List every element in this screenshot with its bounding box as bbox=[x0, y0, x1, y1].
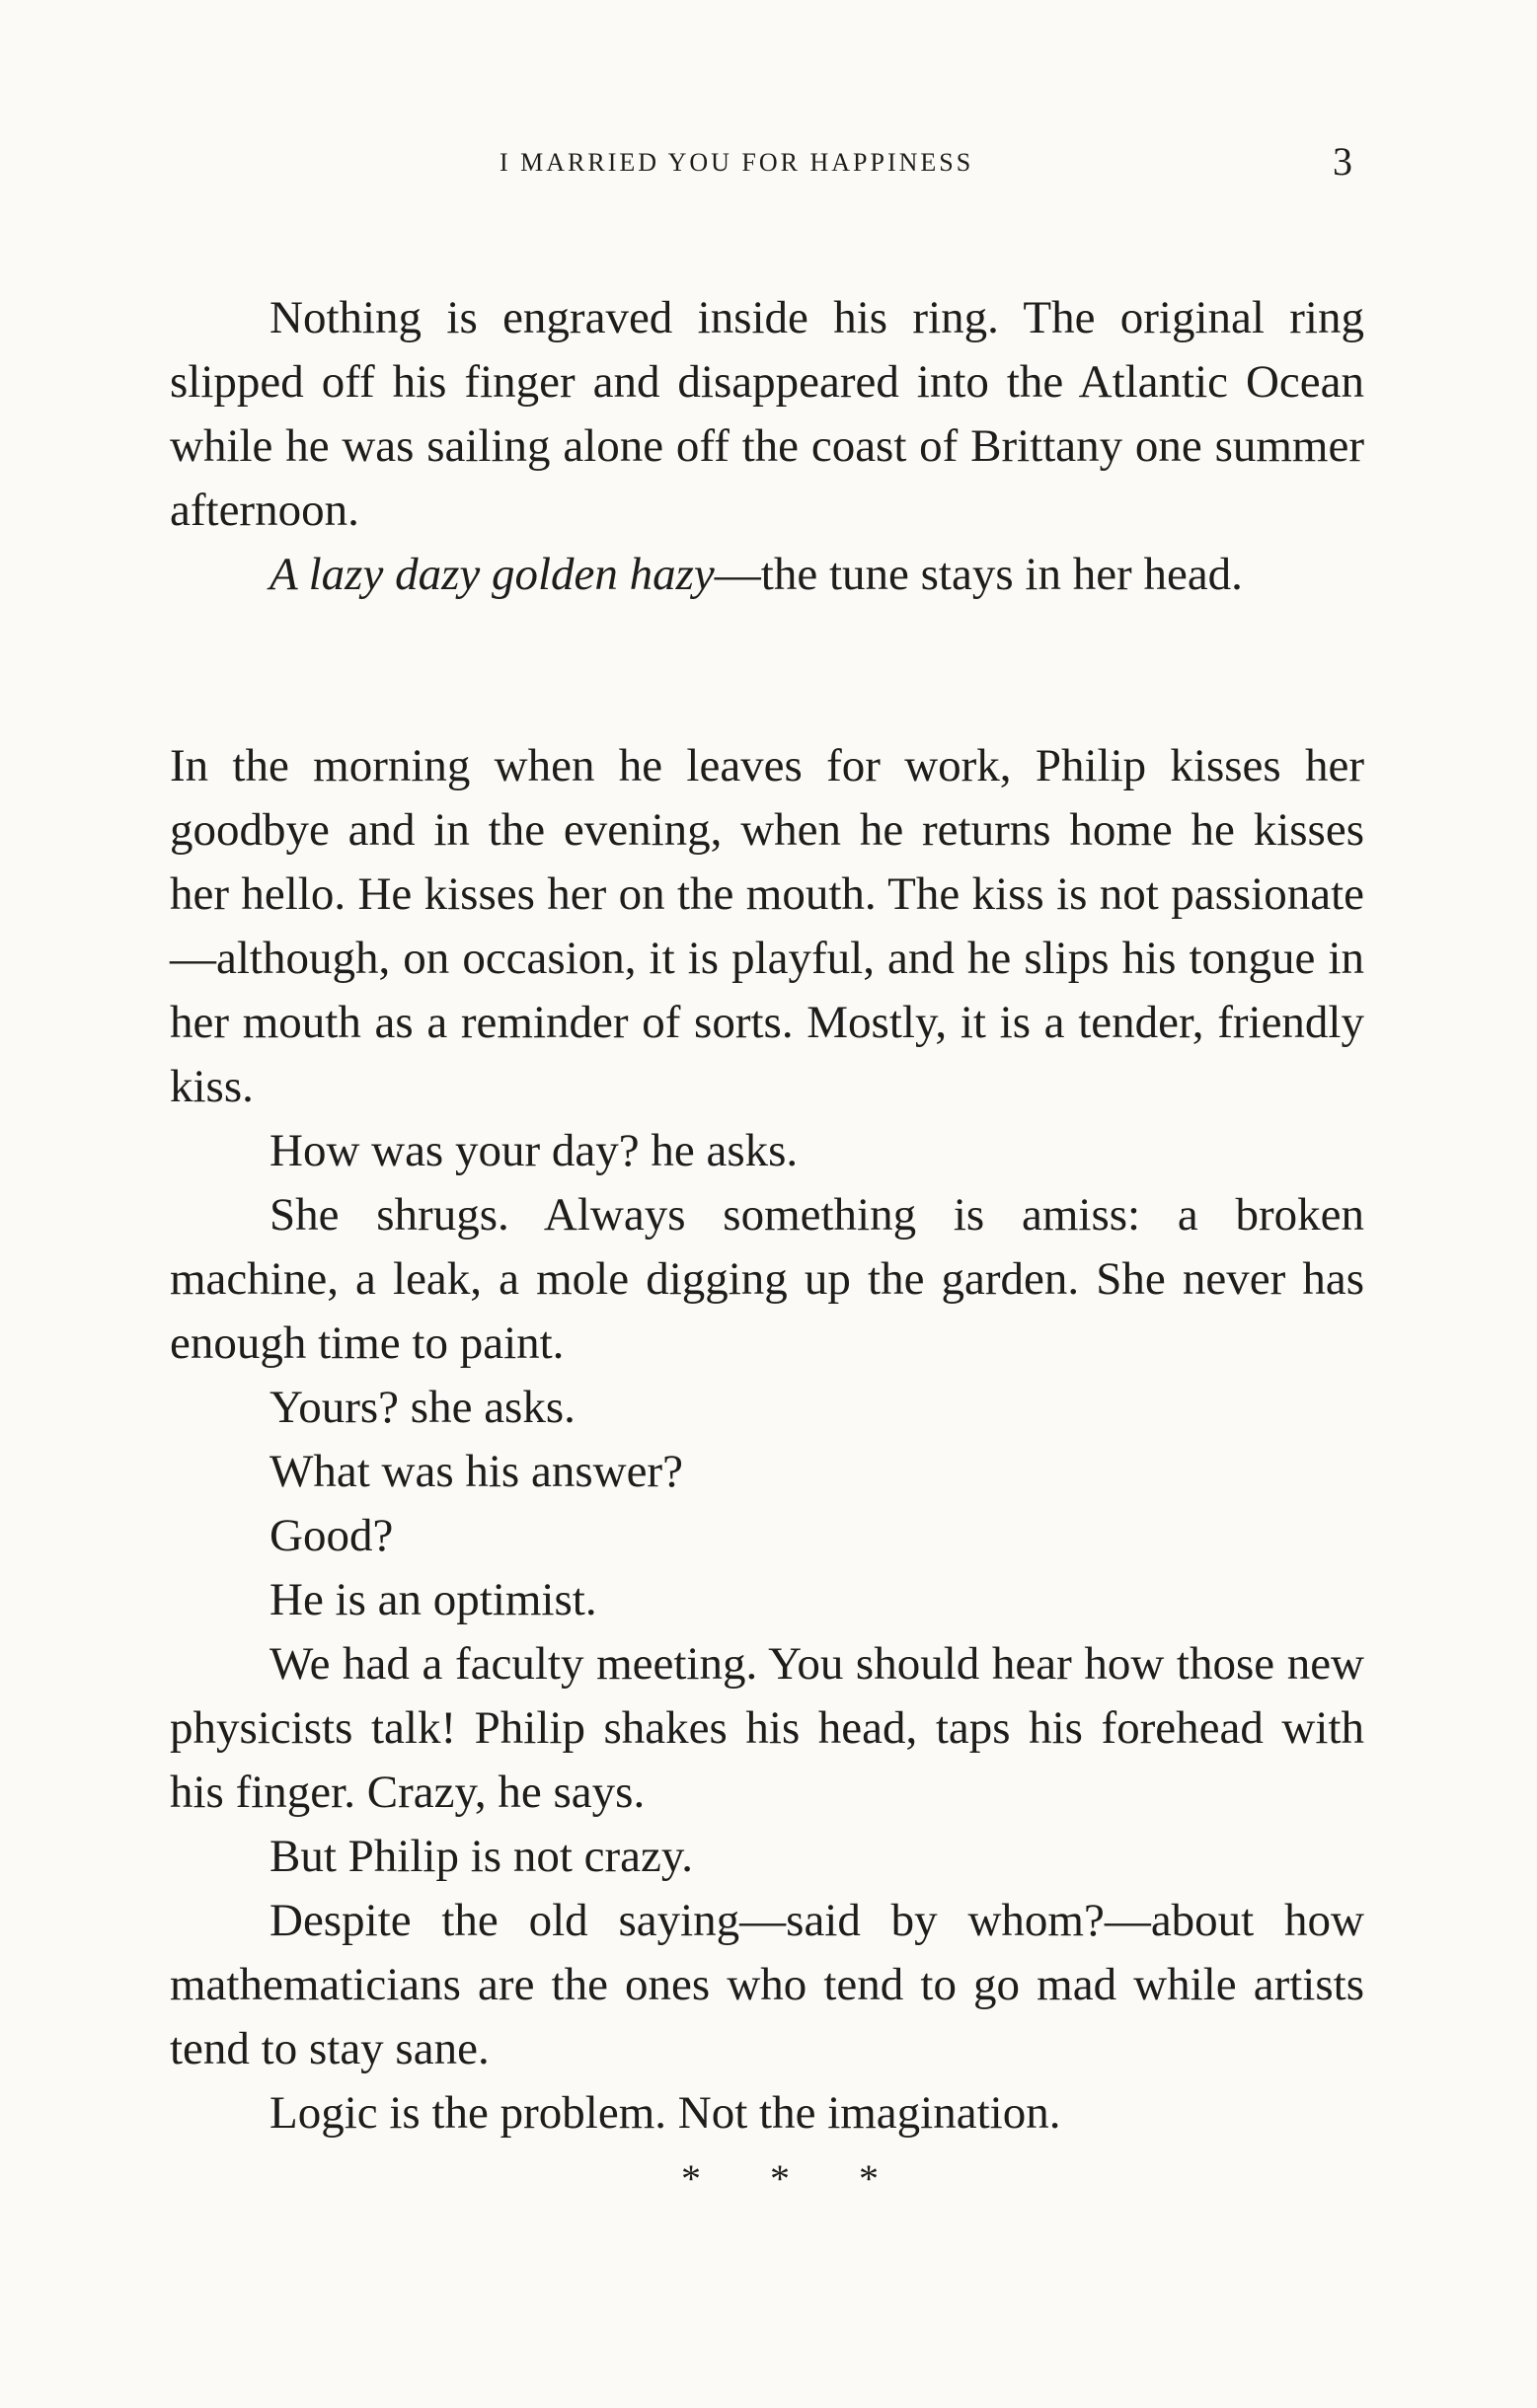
text-section-1 bbox=[170, 286, 1364, 607]
paragraph: He is an optimist. bbox=[269, 1574, 597, 1625]
paragraph: Yours? she asks. bbox=[269, 1382, 576, 1433]
section-break-ornament bbox=[681, 2156, 879, 2201]
paragraph: Logic is the problem. Not the imagination. bbox=[269, 2087, 1061, 2139]
paragraph-text: —the tune stays in her head. bbox=[714, 549, 1243, 600]
paragraph: Despite the old saying—said by whom?—about how mathematicians are the ones who tend to go mad while artists tend to stay sane. bbox=[170, 1895, 1364, 2074]
paragraph: Nothing is engraved inside his ring. The original ring slipped off his finger and disappeared into the Atlantic Ocean while he was sailing alone off the coast of Brittany one summer afternoon. bbox=[170, 292, 1364, 536]
text-section-2 bbox=[170, 734, 1364, 2145]
paragraph bbox=[170, 543, 1364, 607]
paragraph: In the morning when he leaves for work, Philip kisses her goodbye and in the evening, when he returns home he kisses her hello. He kisses her on the mouth. The kiss is not passionate—although, on occasion, it is playful, and he slips his tongue in her mouth as a reminder of sorts. Mostly, it is a tender, friendly kiss. bbox=[170, 740, 1364, 1112]
paragraph: But Philip is not crazy. bbox=[269, 1831, 694, 1882]
asterisk-icon: * bbox=[859, 2156, 879, 2201]
paragraph: What was his answer? bbox=[269, 1446, 683, 1497]
italic-lyric: A lazy dazy golden hazy bbox=[269, 549, 715, 600]
paragraph: She shrugs. Always something is amiss: a broken machine, a leak, a mole digging up the garden. She never has enough time to paint. bbox=[170, 1189, 1364, 1369]
running-title: I MARRIED YOU FOR HAPPINESS bbox=[500, 148, 974, 177]
asterisk-icon: * bbox=[681, 2156, 701, 2201]
page-number: 3 bbox=[1333, 139, 1352, 184]
paragraph: How was your day? he asks. bbox=[269, 1125, 799, 1176]
asterisk-icon: * bbox=[770, 2156, 790, 2201]
paragraph: Good? bbox=[269, 1510, 394, 1561]
paragraph: We had a faculty meeting. You should hear how those new physicists talk! Philip shakes his head, taps his forehead with his finger. Crazy, he says. bbox=[170, 1638, 1364, 1818]
